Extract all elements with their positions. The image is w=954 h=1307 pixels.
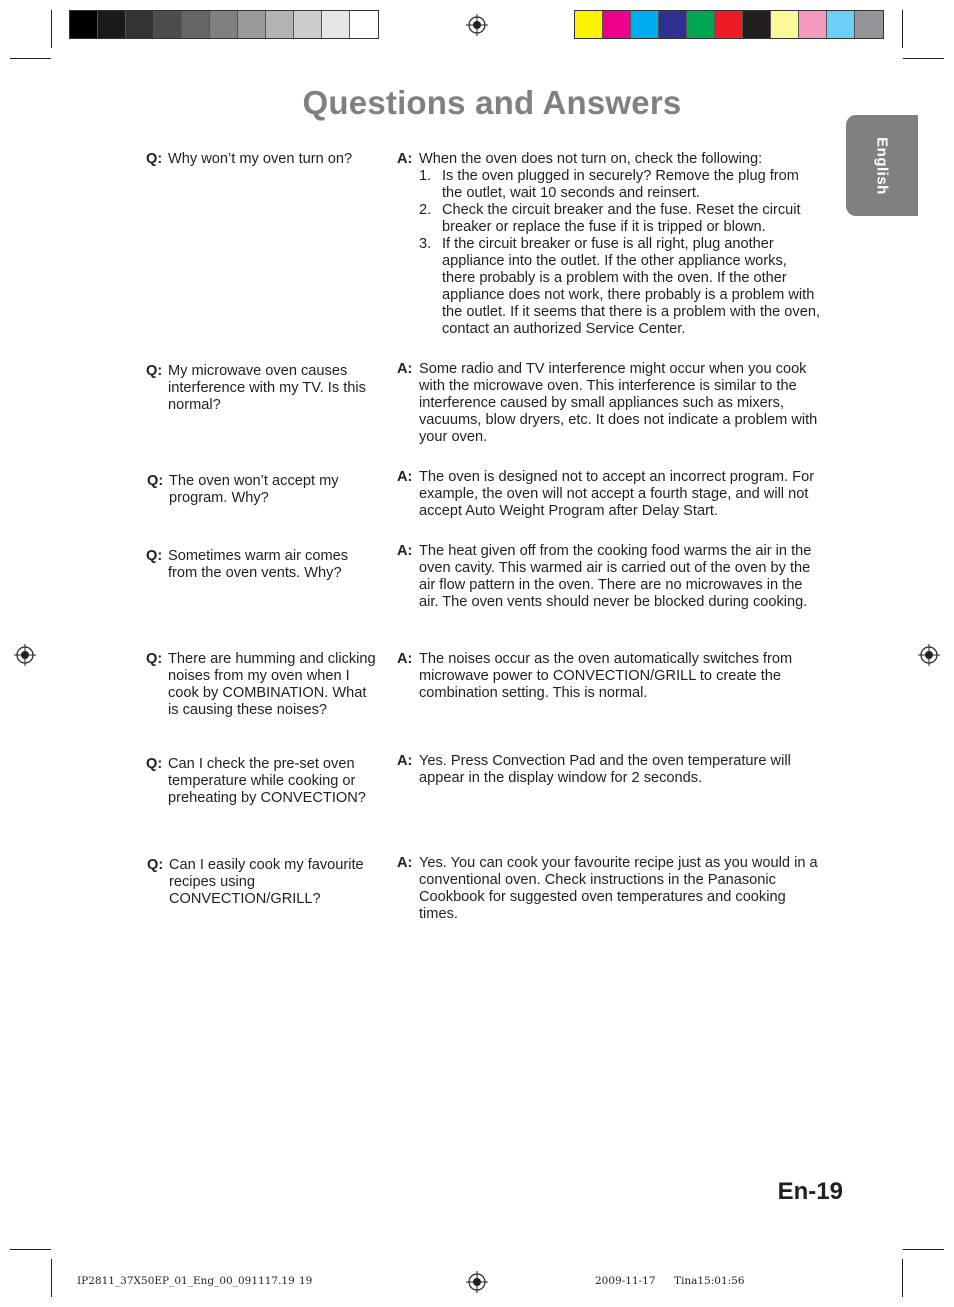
color-swatch bbox=[771, 11, 799, 38]
color-swatch bbox=[182, 11, 210, 38]
crop-mark bbox=[903, 58, 944, 59]
crop-mark bbox=[10, 58, 51, 59]
crop-mark bbox=[10, 1249, 51, 1250]
answer-label: A: bbox=[397, 543, 413, 559]
color-swatch bbox=[154, 11, 182, 38]
registration-mark-icon bbox=[918, 644, 940, 666]
footer-date: 2009-11-17 bbox=[595, 1275, 656, 1287]
answer-text: Yes. You can cook your favourite recipe just as you would in a conventional oven. Check instructions in the Panasonic Cookbook for suggested oven temperatures and cooking times. bbox=[419, 855, 818, 922]
language-tab bbox=[846, 115, 918, 216]
crop-mark bbox=[902, 10, 903, 48]
step-text: Check the circuit breaker and the fuse. Reset the circuit breaker or replace the fuse if it is tripped or blown. bbox=[442, 202, 801, 235]
answer-text: When the oven does not turn on, check the following: bbox=[419, 151, 763, 167]
answer-text: Yes. Press Convection Pad and the oven temperature will appear in the display window for 2 seconds. bbox=[419, 753, 791, 786]
answer-text: The noises occur as the oven automatically switches from microwave power to CONVECTION/GRILL to create the combination setting. This is normal. bbox=[419, 651, 793, 701]
language-tab-label: English bbox=[873, 136, 891, 195]
answer-steps bbox=[419, 168, 822, 338]
color-swatch bbox=[238, 11, 266, 38]
crop-mark bbox=[903, 1249, 944, 1250]
answer-step bbox=[419, 168, 822, 202]
question-label: Q: bbox=[147, 473, 164, 489]
color-swatch bbox=[855, 11, 883, 38]
page-number: En-19 bbox=[777, 1178, 843, 1205]
step-text: If the circuit breaker or fuse is all right, plug another appliance into the outlet. If the other appliance works, there probably is a problem with the oven. If the other appliance does not work, there probably is a problem with the outlet. If it seems that there is a problem with the oven, contact an authorized Service Center. bbox=[442, 236, 821, 337]
answer-label: A: bbox=[397, 151, 413, 167]
step-number: 1. bbox=[419, 168, 432, 184]
registration-mark-icon bbox=[466, 1271, 488, 1293]
answer-step bbox=[419, 236, 822, 338]
question-label: Q: bbox=[146, 651, 163, 667]
registration-mark-icon bbox=[14, 644, 36, 666]
answer-1 bbox=[397, 151, 822, 338]
page-title: Questions and Answers bbox=[302, 84, 682, 121]
color-swatch bbox=[659, 11, 687, 38]
question-text: Can I easily cook my favourite recipes using CONVECTION/GRILL? bbox=[169, 857, 364, 907]
answer-4 bbox=[397, 543, 822, 611]
question-text: Why won’t my oven turn on? bbox=[168, 151, 353, 167]
question-2 bbox=[146, 363, 378, 414]
registration-mark-icon bbox=[466, 14, 488, 36]
answer-6 bbox=[397, 753, 822, 787]
grayscale-color-bar bbox=[69, 10, 379, 39]
color-swatch bbox=[294, 11, 322, 38]
question-4 bbox=[146, 548, 378, 582]
question-label: Q: bbox=[146, 363, 163, 379]
question-text: There are humming and clicking noises from my oven when I cook by COMBINATION. What is causing these noises? bbox=[168, 651, 376, 718]
footer-page: 19 bbox=[299, 1275, 313, 1287]
question-label: Q: bbox=[146, 756, 163, 772]
crop-mark bbox=[51, 1259, 52, 1297]
question-label: Q: bbox=[146, 548, 163, 564]
answer-label: A: bbox=[397, 855, 413, 871]
color-swatch bbox=[603, 11, 631, 38]
question-5 bbox=[146, 651, 378, 719]
process-color-bar bbox=[574, 10, 884, 39]
step-number: 2. bbox=[419, 202, 432, 218]
crop-mark bbox=[902, 1259, 903, 1297]
answer-text: The oven is designed not to accept an incorrect program. For example, the oven will not accept a fourth stage, and will not accept Auto Weight Program after Delay Start. bbox=[419, 469, 815, 519]
answer-2 bbox=[397, 361, 822, 446]
answer-3 bbox=[397, 469, 822, 520]
answer-label: A: bbox=[397, 361, 413, 377]
question-label: Q: bbox=[146, 151, 163, 167]
question-text: Can I check the pre-set oven temperature while cooking or preheating by CONVECTION? bbox=[168, 756, 366, 806]
answer-step bbox=[419, 202, 822, 236]
question-7 bbox=[147, 857, 387, 908]
color-swatch bbox=[743, 11, 771, 38]
footer-time: Tina15:01:56 bbox=[674, 1275, 745, 1287]
step-text: Is the oven plugged in securely? Remove the plug from the outlet, wait 10 seconds and reinsert. bbox=[442, 168, 799, 201]
question-3 bbox=[147, 473, 379, 507]
question-text: My microwave oven causes interference with my TV. Is this normal? bbox=[168, 363, 366, 413]
color-swatch bbox=[827, 11, 855, 38]
color-swatch bbox=[575, 11, 603, 38]
question-text: The oven won’t accept my program. Why? bbox=[169, 473, 339, 506]
question-label: Q: bbox=[147, 857, 164, 873]
crop-mark bbox=[51, 10, 52, 48]
color-swatch bbox=[687, 11, 715, 38]
footer-file-name: IP2811_37X50EP_01_Eng_00_091117.19 bbox=[77, 1275, 295, 1287]
color-swatch bbox=[322, 11, 350, 38]
answer-label: A: bbox=[397, 469, 413, 485]
answer-5 bbox=[397, 651, 822, 702]
color-swatch bbox=[799, 11, 827, 38]
answer-label: A: bbox=[397, 753, 413, 769]
step-number: 3. bbox=[419, 236, 432, 252]
color-swatch bbox=[70, 11, 98, 38]
answer-text: The heat given off from the cooking food warms the air in the oven cavity. This warmed air is carried out of the oven by the air flow pattern in the oven. There are no microwaves in the air. The oven vents should never be blocked during cooking. bbox=[419, 543, 812, 610]
color-swatch bbox=[210, 11, 238, 38]
color-swatch bbox=[715, 11, 743, 38]
answer-7 bbox=[397, 855, 822, 923]
answer-text: Some radio and TV interference might occur when you cook with the microwave oven. This interference is similar to the interference caused by small appliances such as mixers, vacuums, blow dryers, etc. It does not indicate a problem with your oven. bbox=[419, 361, 818, 445]
question-6 bbox=[146, 756, 378, 807]
question-1 bbox=[146, 151, 378, 168]
question-text: Sometimes warm air comes from the oven vents. Why? bbox=[168, 548, 349, 581]
answer-label: A: bbox=[397, 651, 413, 667]
color-swatch bbox=[350, 11, 378, 38]
color-swatch bbox=[631, 11, 659, 38]
color-swatch bbox=[266, 11, 294, 38]
color-swatch bbox=[98, 11, 126, 38]
color-swatch bbox=[126, 11, 154, 38]
